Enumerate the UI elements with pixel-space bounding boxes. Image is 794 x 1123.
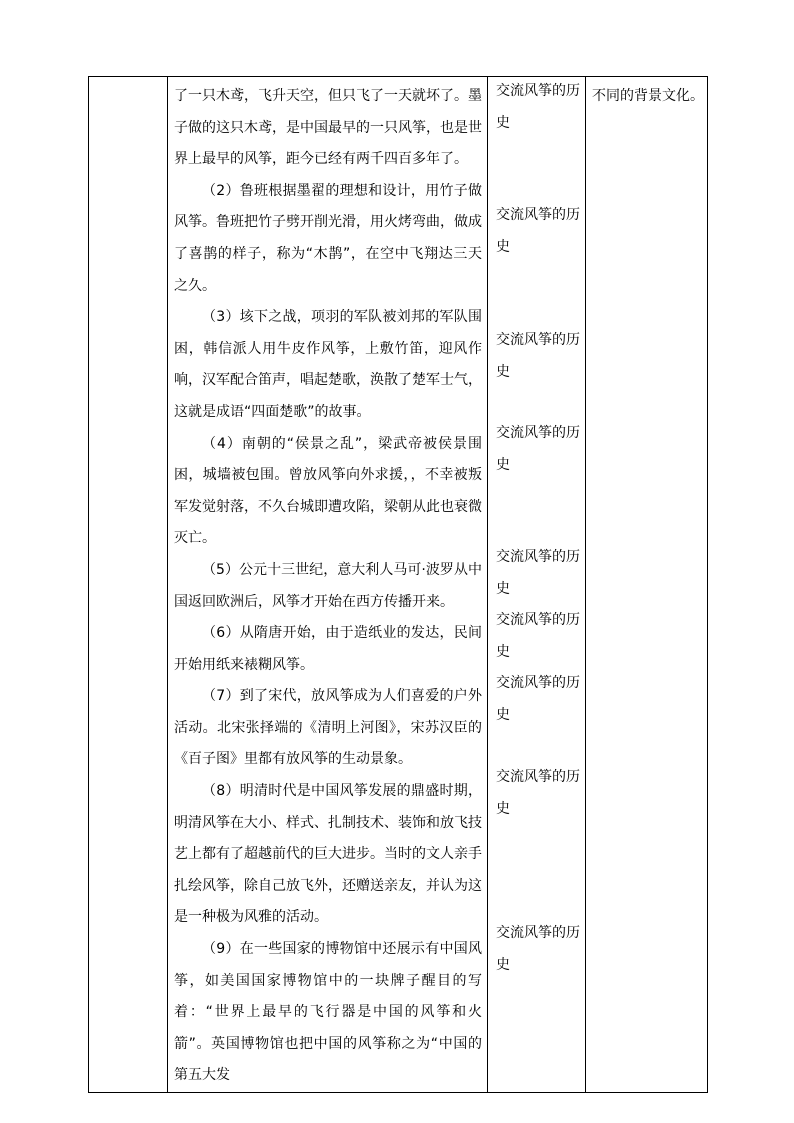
- activity-note: 交流风筝的历史: [496, 332, 580, 380]
- activity-note: 交流风筝的历史: [496, 549, 580, 597]
- paragraph: （5）公元十三世纪，意大利人马可·波罗从中国返回欧洲后，风筝才开始在西方传播开来。: [174, 561, 482, 610]
- stage-cell: [89, 77, 168, 1093]
- activity-note: 交流风筝的历史: [496, 83, 580, 131]
- activity-note: 交流风筝的历史: [496, 207, 580, 255]
- paragraph: 了一只木鸢，飞升天空，但只飞了一天就坏了。墨子做的这只木鸢，是中国最早的一只风筝，也是世界上最早的风筝，距今已经有两千四百多年了。: [174, 88, 482, 168]
- content-cell: [168, 77, 488, 1093]
- activity-note: 交流风筝的历史: [496, 612, 580, 660]
- paragraph: （4）南朝的“侯景之乱”，梁武帝被侯景围困，城墙被包围。曾放风筝向外求援，，不幸被叛军发觉射落，不久台城即遭攻陷，梁朝从此也衰微灭亡。: [174, 435, 482, 547]
- paragraph: （6）从隋唐开始，由于造纸业的发达，民间开始用纸来裱糊风筝。: [174, 625, 482, 673]
- paragraph: （2）鲁班根据墨翟的理想和设计，用竹子做风筝。鲁班把竹子劈开削光滑，用火烤弯曲，做成了喜鹊的样子，称为“木鹊”，在空中飞翔达三天之久。: [174, 182, 482, 294]
- lesson-table: [88, 76, 708, 1093]
- intent-text: 不同的背景文化。: [592, 88, 704, 104]
- table-row: [89, 77, 708, 1093]
- paragraph: （7）到了宋代，放风筝成为人们喜爱的户外活动。北宋张择端的《清明上河图》，宋苏汉臣的《百子图》里都有放风筝的生动景象。: [174, 688, 482, 768]
- paragraph: （8）明清时代是中国风筝发展的鼎盛时期，明清风筝在大小、样式、扎制技术、装饰和放飞技艺上都有了超越前代的巨大进步。当时的文人亲手扎绘风筝，除自己放飞外，还赠送亲友，并认为这是一种极为风雅的活动。: [174, 783, 482, 926]
- intent-cell: [586, 77, 708, 1093]
- paragraph: （9）在一些国家的博物馆中还展示有中国风筝，如美国国家博物馆中的一块牌子醒目的写着：“世界上最早的飞行器是中国的风筝和火箭”。英国博物馆也把中国的风筝称之为“中国的第五大发: [174, 941, 482, 1084]
- activity-note: 交流风筝的历史: [496, 769, 580, 817]
- activity-note: 交流风筝的历史: [496, 925, 580, 973]
- paragraph: （3）垓下之战，项羽的军队被刘邦的军队围困，韩信派人用牛皮作风筝，上敷竹笛，迎风作响，汉军配合笛声，唱起楚歌，涣散了楚军士气，这就是成语“四面楚歌”的故事。: [174, 309, 482, 420]
- activity-note: 交流风筝的历史: [496, 425, 580, 473]
- activity-note: 交流风筝的历史: [496, 675, 580, 723]
